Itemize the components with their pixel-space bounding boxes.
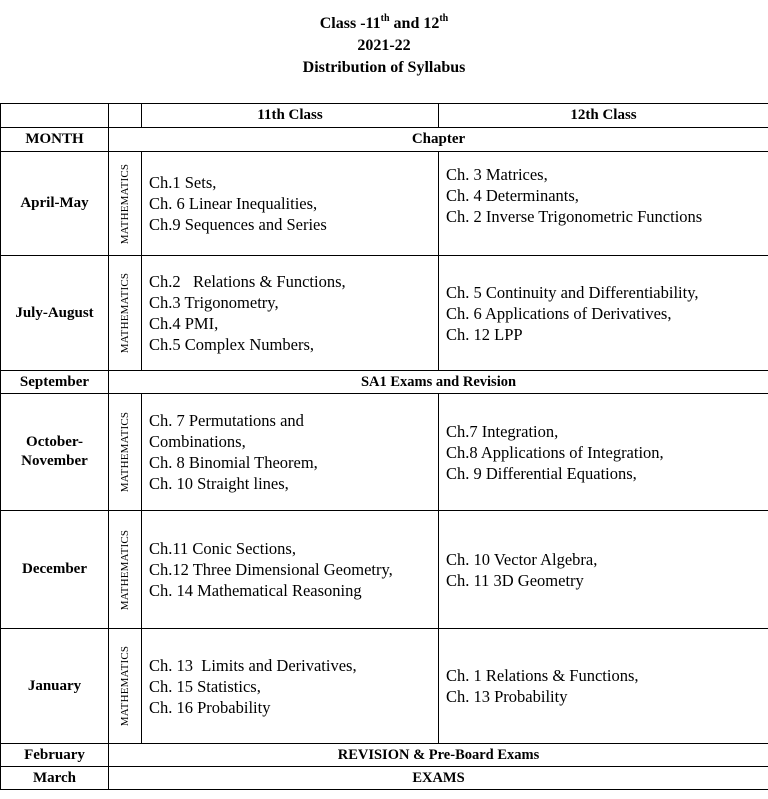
- month-header: MONTH: [1, 128, 109, 152]
- subject-cell: MATHEMATICS: [109, 394, 142, 511]
- row-october-november: [1, 394, 768, 511]
- syllabus-table: [0, 103, 768, 790]
- row-september: [1, 371, 768, 394]
- subject-cell: MATHEMATICS: [109, 511, 142, 629]
- month-cell: January: [1, 629, 109, 744]
- row-december: [1, 511, 768, 629]
- month-cell: December: [1, 511, 109, 629]
- class11-chapters: Ch.11 Conic Sections, Ch.12 Three Dimensional Geometry, Ch. 14 Mathematical Reasoning: [142, 511, 439, 629]
- month-cell: April-May: [1, 152, 109, 256]
- col-header-12th: 12th Class: [439, 104, 768, 128]
- col-header-11th: 11th Class: [142, 104, 439, 128]
- title-line-1: Class -11th and 12th: [319, 12, 449, 32]
- class11-chapters: Ch.2 Relations & Functions, Ch.3 Trigonometry, Ch.4 PMI, Ch.5 Complex Numbers,: [142, 256, 439, 371]
- row-march: [1, 767, 768, 790]
- class12-chapters: Ch. 5 Continuity and Differentiability, Ch. 6 Applications of Derivatives, Ch. 12 LPP: [439, 256, 768, 371]
- class11-chapters: Ch. 13 Limits and Derivatives, Ch. 15 Statistics, Ch. 16 Probability: [142, 629, 439, 744]
- title-year: 2021-22: [357, 37, 411, 54]
- month-cell: July-August: [1, 256, 109, 371]
- month-cell: February: [1, 744, 109, 767]
- subheader-row: [1, 128, 768, 152]
- chapter-header: Chapter: [109, 128, 768, 152]
- class12-chapters: Ch. 10 Vector Algebra, Ch. 11 3D Geometry: [439, 511, 768, 629]
- revision-cell: REVISION & Pre-Board Exams: [109, 744, 768, 767]
- subject-cell: MATHEMATICS: [109, 256, 142, 371]
- title-distribution: Distribution of Syllabus: [302, 59, 466, 76]
- row-january: [1, 629, 768, 744]
- month-cell: October- November: [1, 394, 109, 511]
- class11-chapters: Ch.1 Sets, Ch. 6 Linear Inequalities, Ch.9 Sequences and Series: [142, 152, 439, 256]
- subject-cell: MATHEMATICS: [109, 152, 142, 256]
- month-cell: March: [1, 767, 109, 790]
- exams-cell: EXAMS: [109, 767, 768, 790]
- class12-chapters: Ch. 3 Matrices, Ch. 4 Determinants, Ch. 2 Inverse Trigonometric Functions: [439, 152, 768, 256]
- class12-chapters: Ch. 1 Relations & Functions, Ch. 13 Probability: [439, 629, 768, 744]
- month-cell: September: [1, 371, 109, 394]
- row-february: [1, 744, 768, 767]
- class12-chapters: Ch.7 Integration, Ch.8 Applications of Integration, Ch. 9 Differential Equations,: [439, 394, 768, 511]
- sa1-exams-cell: SA1 Exams and Revision: [109, 371, 768, 394]
- header-row: [1, 104, 768, 128]
- row-july-august: [1, 256, 768, 371]
- class11-chapters: Ch. 7 Permutations and Combinations, Ch. 8 Binomial Theorem, Ch. 10 Straight lines,: [142, 394, 439, 511]
- subject-cell: MATHEMATICS: [109, 629, 142, 744]
- row-april-may: [1, 152, 768, 256]
